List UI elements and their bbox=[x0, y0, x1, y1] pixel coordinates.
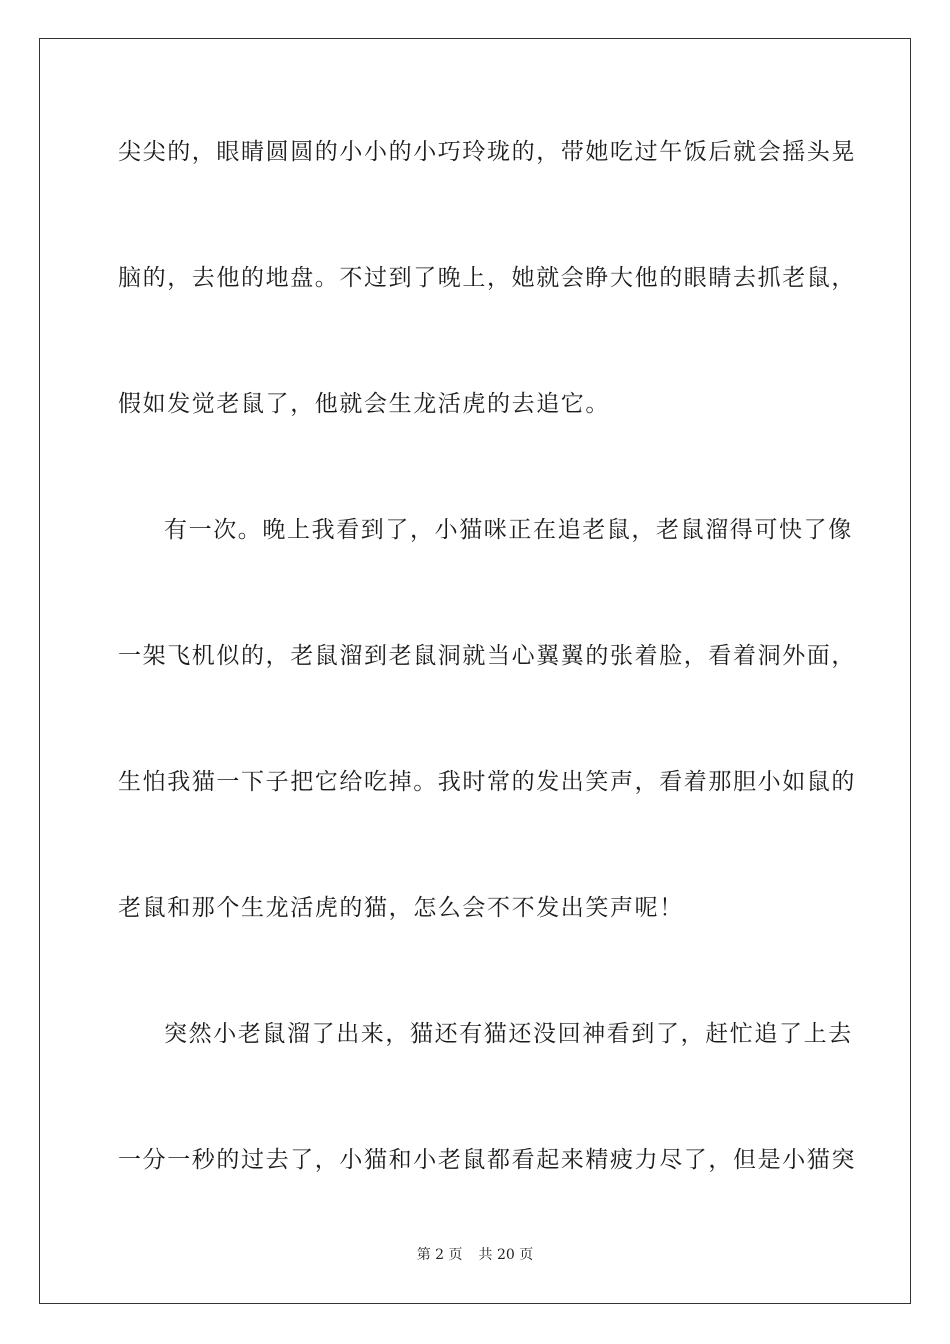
page-footer bbox=[0, 1246, 950, 1264]
text-line: 生怕我猫一下子把它给吃掉。我时常的发出笑声，看着那胆小如鼠的 bbox=[118, 769, 856, 795]
page-number: 第 2 页 bbox=[416, 1247, 463, 1263]
text-line: 老鼠和那个生龙活虎的猫，怎么会不不发出笑声呢！ bbox=[118, 895, 684, 921]
page-total: 共 20 页 bbox=[478, 1247, 534, 1263]
text-line: 脑的，去他的地盘。不过到了晚上，她就会睁大他的眼睛去抓老鼠， bbox=[118, 265, 856, 291]
page-border bbox=[39, 38, 911, 1304]
paragraph-start-line: 有一次。晚上我看到了，小猫咪正在追老鼠，老鼠溜得可快了像 bbox=[164, 517, 853, 543]
text-line: 假如发觉老鼠了，他就会生龙活虎的去追它。 bbox=[118, 391, 610, 417]
text-line: 尖尖的，眼睛圆圆的小小的小巧玲珑的，带她吃过午饭后就会摇头晃 bbox=[118, 139, 856, 165]
text-line: 一分一秒的过去了，小猫和小老鼠都看起来精疲力尽了，但是小猫突 bbox=[118, 1147, 856, 1173]
paragraph-start-line: 突然小老鼠溜了出来，猫还有猫还没回神看到了，赶忙追了上去 bbox=[164, 1021, 853, 1047]
text-line: 一架飞机似的，老鼠溜到老鼠洞就当心翼翼的张着脸，看着洞外面， bbox=[118, 643, 856, 669]
